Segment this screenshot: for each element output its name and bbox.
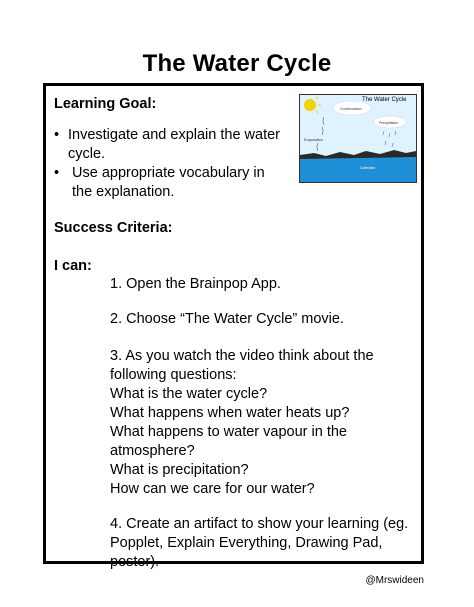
step-4-line: poster). <box>110 554 160 570</box>
question-text: atmosphere? <box>110 443 195 459</box>
learning-goal-list <box>54 126 294 202</box>
worksheet-frame <box>43 83 424 570</box>
step-3-line: 3. As you watch the video think about the <box>110 348 374 364</box>
sun-icon <box>304 99 316 111</box>
page-title: The Water Cycle <box>142 50 332 77</box>
author-credit: @Mrswideen <box>365 575 424 586</box>
step-4-line: Popplet, Explain Everything, Drawing Pad, <box>110 535 383 551</box>
precipitation-label: Precipitation <box>379 121 399 125</box>
question-text: What happens to water vapour in the <box>110 424 347 440</box>
learning-goal-item <box>54 164 294 202</box>
i-can-heading: I can: <box>54 258 92 274</box>
step-1-text: 1. Open the Brainpop App. <box>110 276 281 292</box>
question-text: What happens when water heats up? <box>110 405 350 421</box>
learning-goal-item-line: Use appropriate vocabulary in <box>72 165 265 181</box>
question-text: How can we care for our water? <box>110 481 315 497</box>
bullet-icon: • <box>54 165 60 181</box>
question-text: What is precipitation? <box>110 462 249 478</box>
learning-goal-item-line: the explanation. <box>72 184 175 200</box>
learning-goal-item-line: Investigate and explain the water <box>68 127 280 143</box>
question-text: What is the water cycle? <box>110 386 268 402</box>
learning-goal-item <box>54 126 294 164</box>
step-3-line: following questions: <box>110 367 237 383</box>
evaporation-label: Evaporation <box>304 138 323 142</box>
step-3-block <box>110 347 430 499</box>
step-2-text: 2. Choose “The Water Cycle” movie. <box>110 311 344 327</box>
condensation-label: Condensation <box>340 107 362 111</box>
water-cycle-diagram <box>299 94 417 183</box>
diagram-title: The Water Cycle <box>362 97 407 103</box>
step-4-line: 4. Create an artifact to show your learning (eg. <box>110 516 409 532</box>
success-criteria-heading: Success Criteria: <box>54 220 173 236</box>
water-cycle-illustration <box>300 95 416 182</box>
learning-goal-heading: Learning Goal: <box>54 96 157 112</box>
collection-label: Collection <box>360 166 376 170</box>
bullet-icon: • <box>54 127 60 143</box>
learning-goal-item-line: cycle. <box>68 146 106 162</box>
water-body-shape <box>300 157 416 182</box>
step-4-block <box>110 515 430 572</box>
